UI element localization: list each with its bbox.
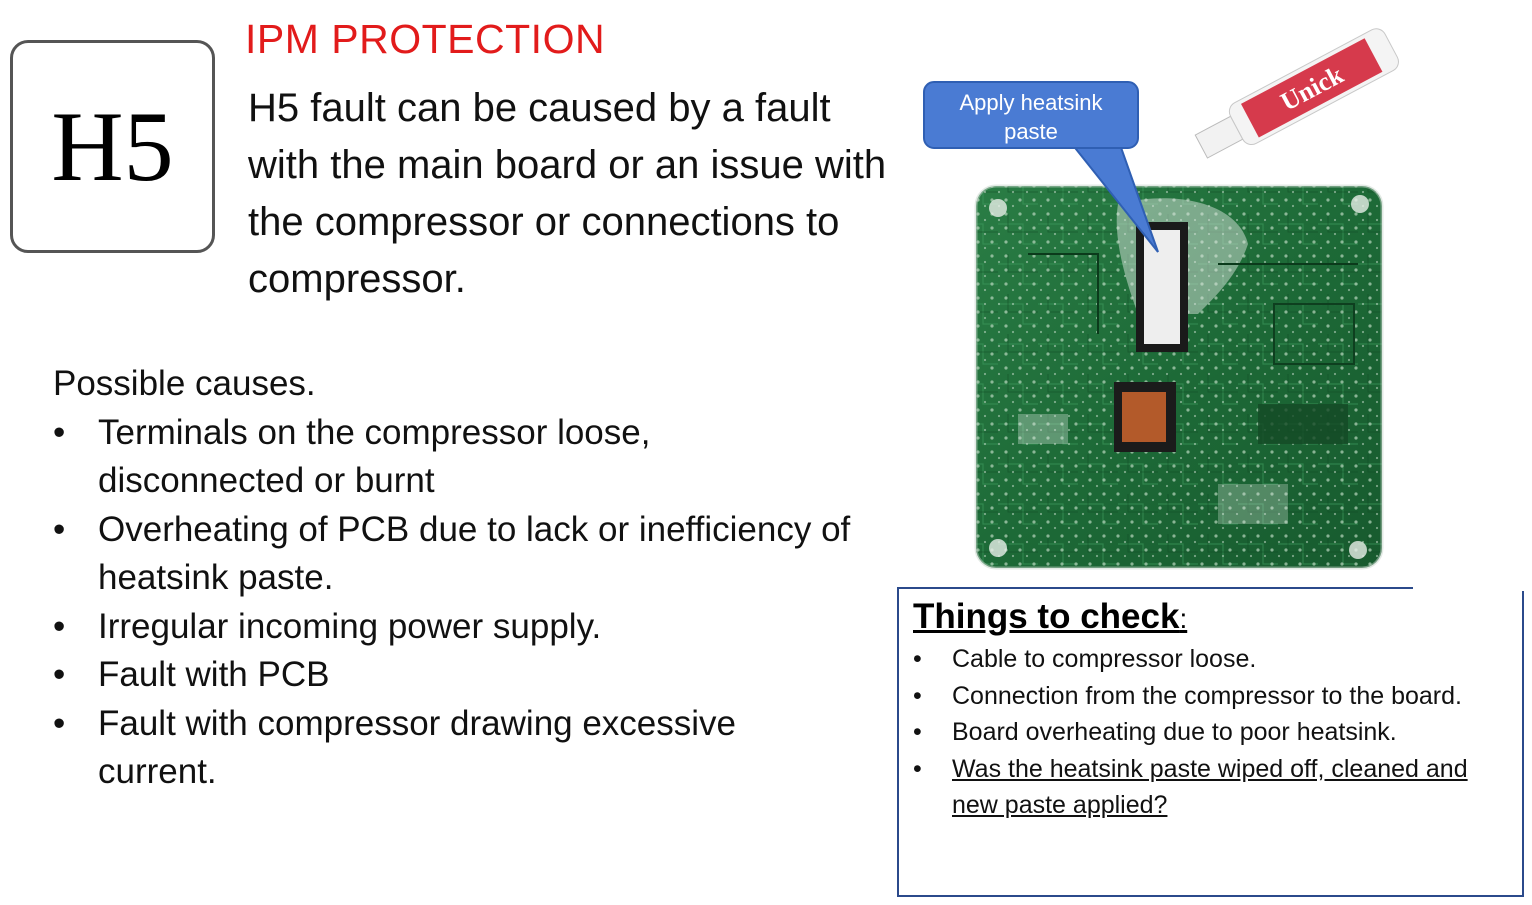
bullet-icon: • <box>53 412 66 452</box>
list-item: • Board overheating due to poor heatsink. <box>913 714 1513 751</box>
bullet-icon: • <box>913 754 922 783</box>
list-item: • Overheating of PCB due to lack or inefficiency of heatsink paste. <box>53 506 853 603</box>
check-heading: Things to check: <box>913 597 1188 636</box>
list-item: • Fault with compressor drawing excessive current. <box>53 700 853 797</box>
page-title: IPM PROTECTION <box>245 16 606 62</box>
list-item: • Cable to compressor loose. <box>913 641 1513 678</box>
bullet-icon: • <box>913 718 922 746</box>
tube-brand: Unick <box>1275 59 1349 117</box>
list-item: • Terminals on the compressor loose, disconnected or burnt <box>53 409 853 506</box>
callout-text-line1: Apply heatsink <box>959 90 1103 115</box>
fault-description: H5 fault can be caused by a fault with the main board or an issue with the compressor or connections to compressor. <box>248 86 887 301</box>
list-item: • Fault with PCB <box>53 651 853 700</box>
list-item: • Was the heatsink paste wiped off, cleaned and new paste applied? <box>913 751 1513 824</box>
bullet-icon: • <box>53 509 66 549</box>
check-list <box>913 641 1513 824</box>
things-to-check-box <box>897 587 1524 897</box>
pcb-illustration <box>918 14 1408 584</box>
callout-text-line2: paste <box>1004 119 1058 144</box>
bullet-icon: • <box>53 606 66 646</box>
fault-code-box <box>10 40 215 253</box>
bullet-icon: • <box>913 681 922 710</box>
bullet-icon: • <box>53 655 66 694</box>
bullet-icon: • <box>913 645 922 673</box>
possible-causes <box>53 360 853 797</box>
causes-list <box>53 409 853 797</box>
fault-code: H5 <box>51 90 174 202</box>
bullet-icon: • <box>53 703 66 743</box>
list-item: • Irregular incoming power supply. <box>53 603 853 652</box>
pcb-photo <box>918 14 1408 584</box>
paste-tube-icon <box>1191 25 1402 167</box>
causes-heading: Possible causes. <box>53 364 316 403</box>
circuit-board <box>976 186 1382 568</box>
list-item: • Connection from the compressor to the board. <box>913 678 1513 715</box>
